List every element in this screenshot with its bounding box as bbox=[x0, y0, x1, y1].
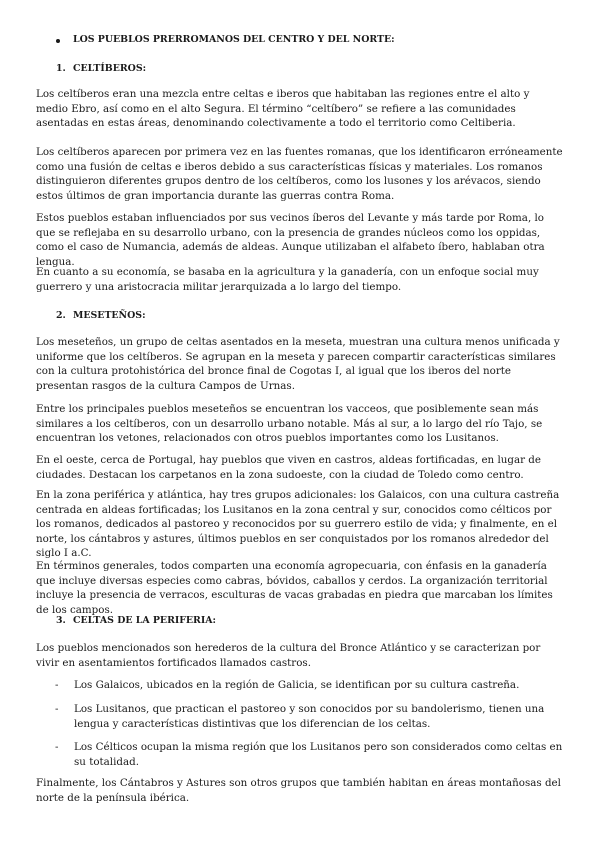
list-item-galaicos: Los Galaicos, ubicados en la región de Galicia, se identifican por su cultura castreña. bbox=[74, 679, 520, 691]
list-dash: - bbox=[55, 741, 59, 753]
section-1-number: 1. bbox=[56, 63, 66, 74]
section-2-title: MESETEÑOS: bbox=[73, 310, 146, 321]
section-1-paragraph-3: Estos pueblos estaban influenciados por sus vecinos íberos del Levante y más tarde por Roma, lo que se reflejaba en su desarrollo urbano, con la presencia de grandes núcleos como los oppidas, como el caso de Numancia, además de aldeas. Aunque utilizaban el alfabeto íbero, hablaban otra lengua. bbox=[36, 212, 545, 268]
section-1-paragraph-4: En cuanto a su economía, se basaba en la agricultura y la ganadería, con un enfoque social muy guerrero y una aristocracia militar jerarquizada a lo largo del tiempo. bbox=[36, 266, 539, 293]
section-3-intro: Los pueblos mencionados son herederos de la cultura del Bronce Atlántico y se caracterizan por vivir en asentamientos fortificados llamados castros. bbox=[36, 642, 541, 669]
section-2-paragraph-2: Entre los principales pueblos meseteños se encuentran los vacceos, que posiblemente sean más similares a los celtíberos, con un desarrollo urbano notable. Más al sur, a lo largo del río Tajo, se encuentran los vetones, relacionados con otros pueblos importantes como los Lusitanos. bbox=[36, 403, 543, 445]
section-2-paragraph-5: En términos generales, todos comparten una economía agropecuaria, con énfasis en la ganadería que incluye diversas especies como cabras, bóvidos, caballos y cerdos. La organización territorial incluye la presencia de verracos, esculturas de vacas grabadas en piedra que marcaban los límites de los campos. bbox=[36, 560, 553, 616]
list-dash: - bbox=[55, 679, 59, 691]
main-heading: LOS PUEBLOS PRERROMANOS DEL CENTRO Y DEL NORTE: bbox=[73, 34, 395, 45]
section-2-paragraph-3: En el oeste, cerca de Portugal, hay pueblos que viven en castros, aldeas fortificadas, en lugar de ciudades. Destacan los carpetanos en la zona sudoeste, con la ciudad de Toledo como centro. bbox=[36, 454, 541, 481]
section-3-closing: Finalmente, los Cántabros y Astures son otros grupos que también habitan en áreas montañosas del norte de la península ibérica. bbox=[36, 777, 561, 804]
list-item-lusitanos: Los Lusitanos, que practican el pastoreo y son conocidos por su bandolerismo, tienen una lengua y características distintivas que los diferencian de los celtas. bbox=[74, 703, 545, 730]
section-3-number: 3. bbox=[56, 615, 66, 626]
section-2-number: 2. bbox=[56, 310, 66, 321]
section-1-title: CELTÍBEROS: bbox=[73, 63, 147, 74]
section-2-paragraph-4: En la zona periférica y atlántica, hay tres grupos adicionales: los Galaicos, con una cultura castreña centrada en aldeas fortificadas; los Lusitanos en la zona central y sur, conocidos como célticos por los romanos, dedicados al pastoreo y reconocidos por su guerrero estilo de vida; y finalmente, en el norte, los cántabros y astures, últimos pueblos en ser conquistados por los romanos alrededor del siglo I a.C. bbox=[36, 489, 560, 560]
list-dash: - bbox=[55, 703, 59, 715]
list-item-celticos: Los Célticos ocupan la misma región que los Lusitanos pero son considerados como celtas en su totalidad. bbox=[74, 741, 563, 768]
section-1-paragraph-1: Los celtíberos eran una mezcla entre celtas e iberos que habitaban las regiones entre el alto y medio Ebro, así como en el alto Segura. El término “celtíbero” se refiere a las comunidades asentadas en estas áreas, denominando colectivamente a todo el territorio como Celtiberia. bbox=[36, 88, 530, 130]
section-1-paragraph-2: Los celtíberos aparecen por primera vez en las fuentes romanas, que los identificaron erróneamente como una fusión de celtas e iberos debido a sus características físicas y materiales. Los romanos distinguieron diferentes grupos dentro de los celtíberos, como los lusones y los arévacos, siendo estos últimos de gran importancia durante las guerras contra Roma. bbox=[36, 146, 563, 202]
section-2-paragraph-1: Los meseteños, un grupo de celtas asentados en la meseta, muestran una cultura menos unificada y uniforme que los celtíberos. Se agrupan en la meseta y parecen compartir características similares con la cultura protohistórica del bronce final de Cogotas I, al igual que los iberos del norte presentan rasgos de la cultura Campos de Urnas. bbox=[36, 336, 560, 392]
section-3-title: CELTAS DE LA PERIFERIA: bbox=[73, 615, 216, 626]
bullet-icon bbox=[56, 39, 60, 43]
